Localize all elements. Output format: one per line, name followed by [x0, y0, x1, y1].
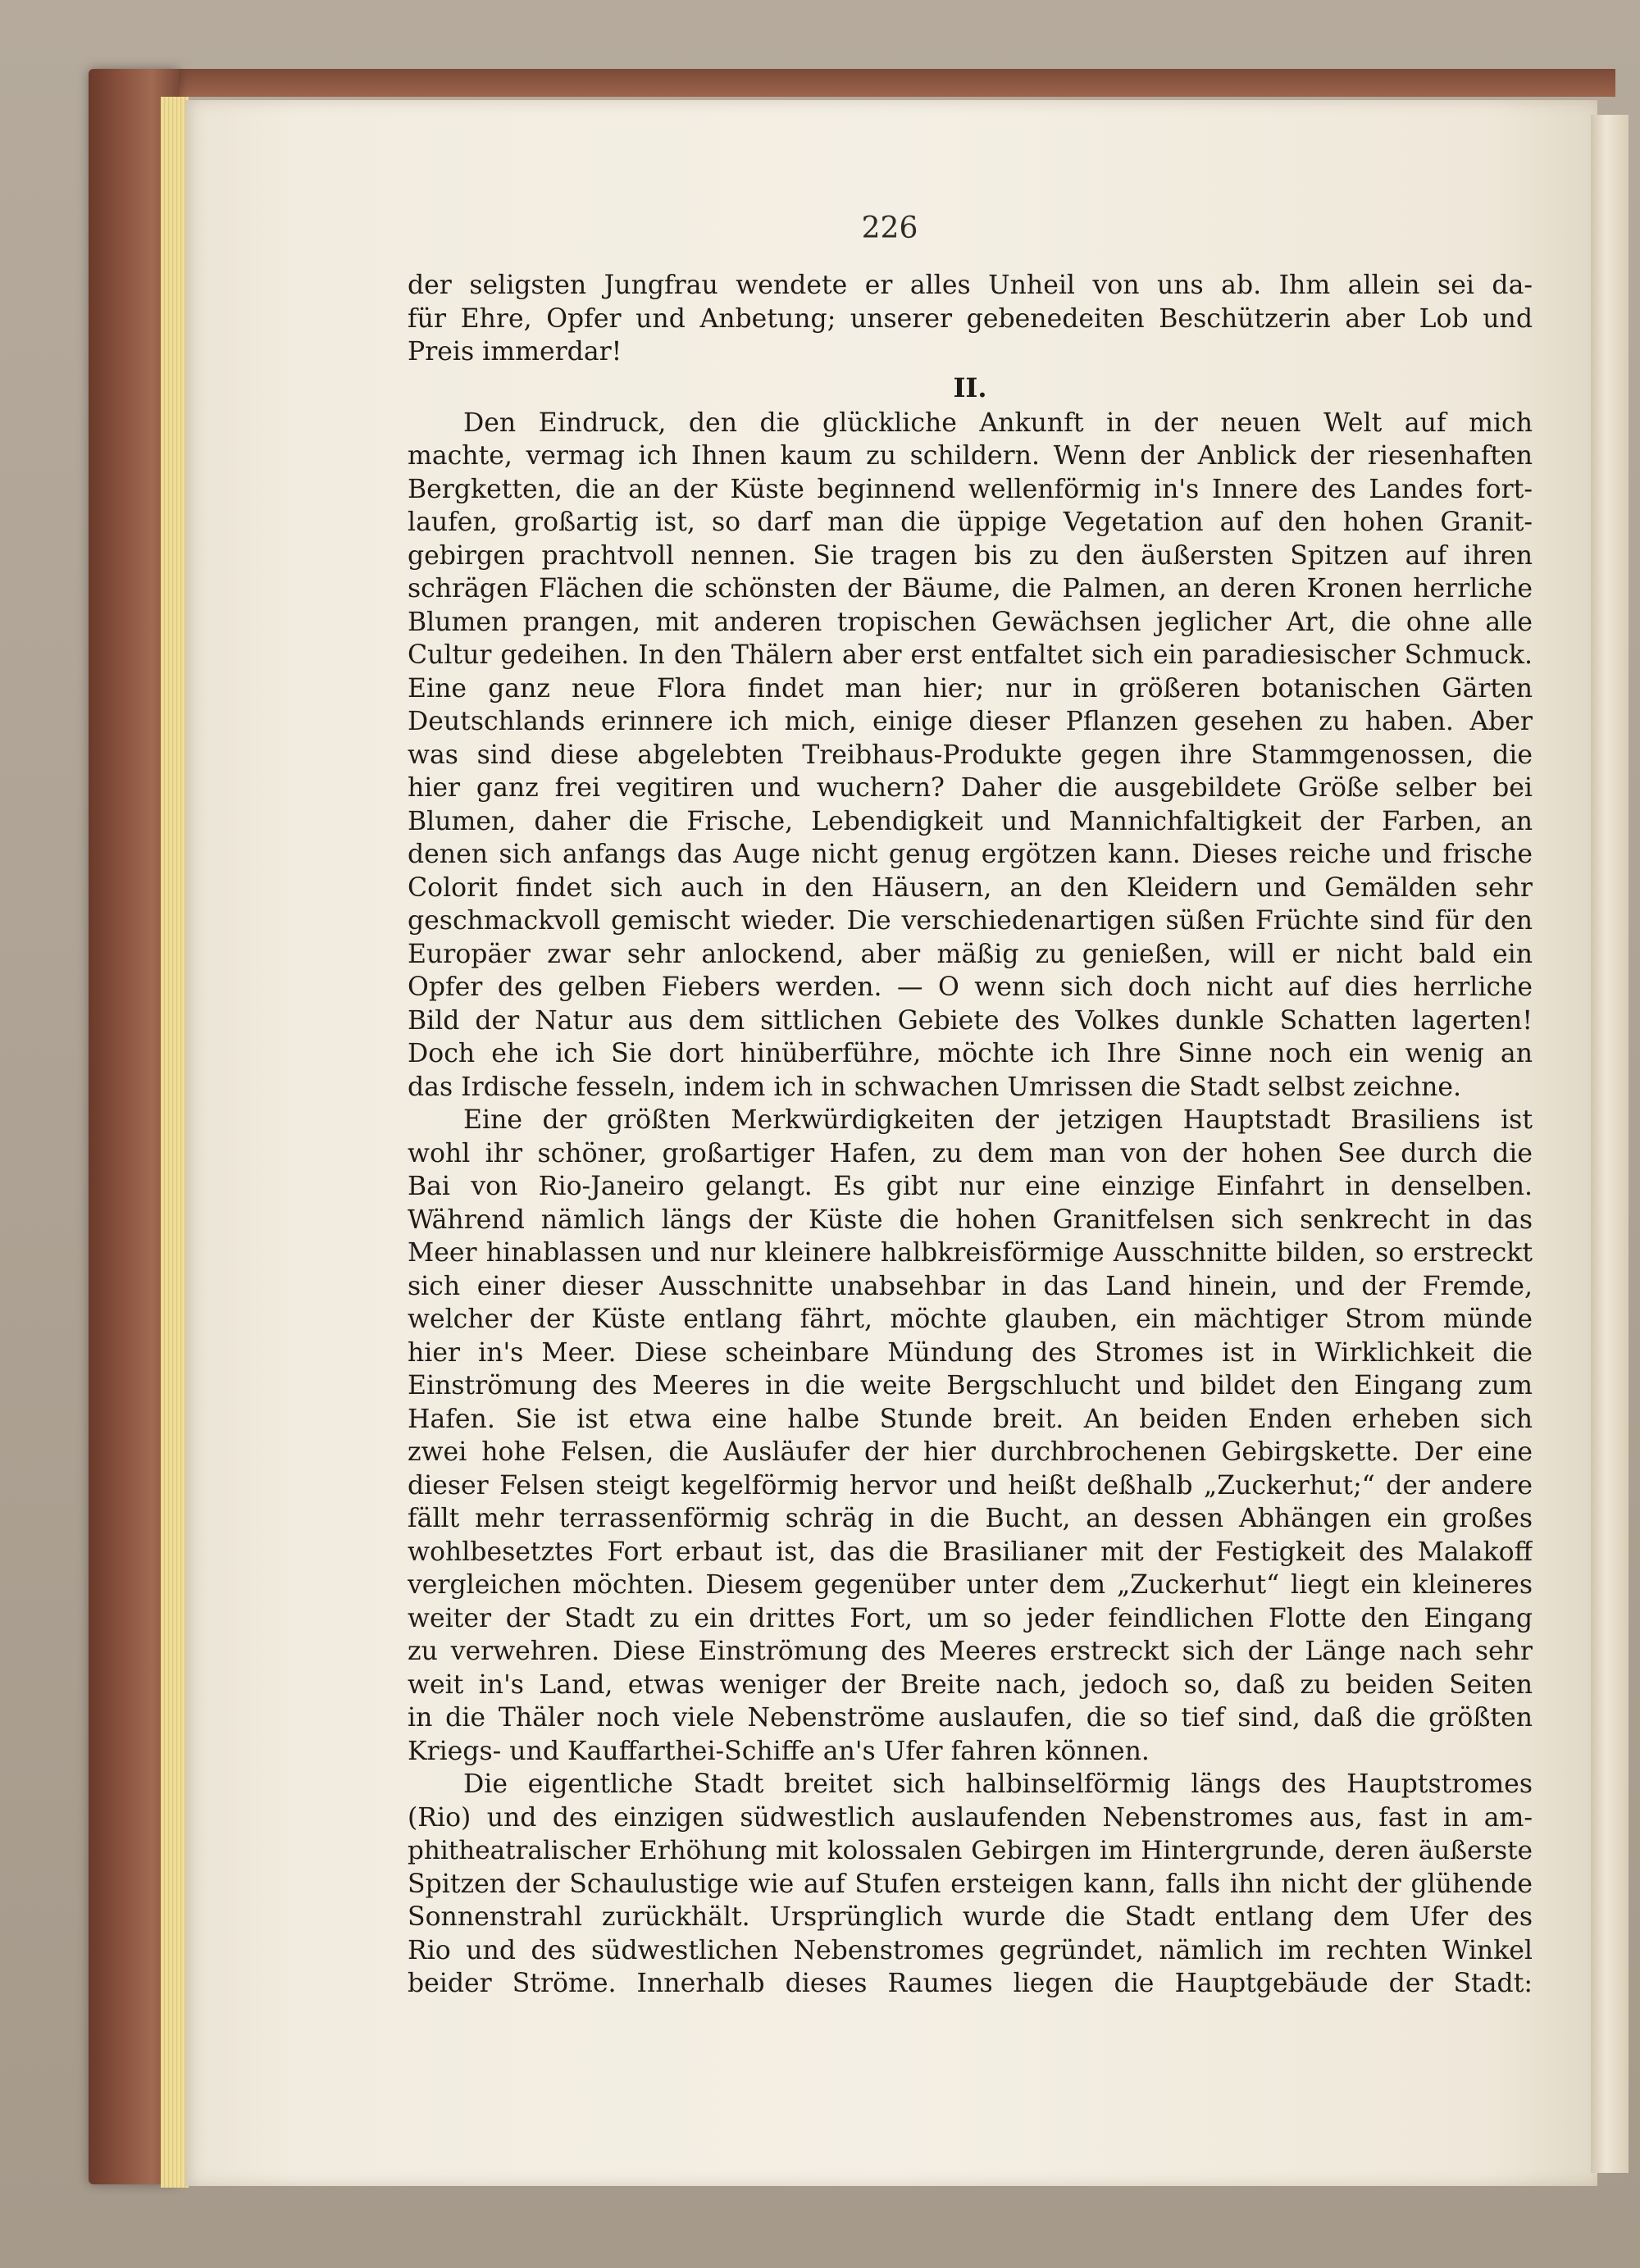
text-line: machte, vermag ich Ihnen kaum zu schildern. Wenn der Anblick der riesenhaften — [408, 441, 1533, 471]
text-line: gebirgen prachtvoll nennen. Sie tragen bis zu den äußersten Spitzen auf ihren — [408, 540, 1533, 571]
book-gutter — [1591, 115, 1629, 2173]
text-line: Blumen, daher die Frische, Lebendigkeit und Mannichfaltigkeit der Farben, an — [408, 806, 1533, 836]
text-line: (Rio) und des einzigen südwestlich auslaufenden Nebenstromes aus, fast in am- — [408, 1802, 1533, 1833]
text-line: der seligsten Jungfrau wendete er alles Unheil von uns ab. Ihm allein sei da- — [408, 271, 1533, 300]
text-line: Spitzen der Schaulustige wie auf Stufen ersteigen kann, falls ihn nicht der glühende — [408, 1869, 1533, 1899]
text-line: fällt mehr terrassenförmig schräg in die Bucht, an dessen Abhängen ein großes — [408, 1504, 1533, 1533]
text-line: Die eigentliche Stadt breitet sich halbinselförmig längs des Hauptstromes — [463, 1769, 1533, 1799]
text-line: Einströmung des Meeres in die weite Bergschlucht und bildet den Eingang zum — [408, 1371, 1533, 1400]
text-line: Blumen prangen, mit anderen tropischen Gewächsen jeglicher Art, die ohne alle — [408, 607, 1533, 637]
text-line: Bai von Rio-Janeiro gelangt. Es gibt nur eine einzige Einfahrt in denselben. — [408, 1172, 1533, 1201]
text-line: Rio und des südwestlichen Nebenstromes gegründet, nämlich im rechten Winkel — [408, 1935, 1533, 1965]
text-line: weit in's Land, etwas weniger der Breite nach, jedoch so, daß zu beiden Seiten — [408, 1669, 1533, 1700]
paragraph-1 — [408, 269, 1533, 369]
text-line: schrägen Flächen die schönsten der Bäume, die Palmen, an deren Kronen herrliche — [408, 574, 1533, 603]
text-line: wohl ihr schöner, großartiger Hafen, zu dem man von der hohen See durch die — [408, 1138, 1533, 1168]
text-line: Sonnenstrahl zurückhält. Ursprünglich wurde die Stadt entlang dem Ufer des — [408, 1902, 1533, 1932]
page-number: 226 — [861, 212, 918, 245]
text-line: Eine ganz neue Flora findet man hier; nur in größeren botanischen Gärten — [408, 673, 1533, 704]
text-line: hier ganz frei vegitiren und wuchern? Daher die ausgebildete Größe selber bei — [408, 773, 1533, 803]
text-line: vergleichen möchten. Diesem gegenüber unter dem „Zuckerhut“ liegt ein kleineres — [408, 1570, 1533, 1600]
text-line: dieser Felsen steigt kegelförmig hervor und heißt deßhalb „Zuckerhut;“ der andere — [408, 1470, 1533, 1501]
book-cover-top — [123, 69, 1615, 97]
paragraph-3 — [408, 1104, 1533, 1768]
text-line: Opfer des gelben Fiebers werden. — O wenn sich doch nicht auf dies herrliche — [408, 972, 1533, 1002]
text-line: laufen, großartig ist, so darf man die üppige Vegetation auf den hohen Granit- — [408, 508, 1533, 537]
text-line: zu verwehren. Diese Einströmung des Meeres erstreckt sich der Länge nach sehr — [408, 1637, 1533, 1666]
text-line: Meer hinablassen und nur kleinere halbkreisförmige Ausschnitte bilden, so erstreckt — [408, 1238, 1533, 1268]
text-line: phitheatralischer Erhöhung mit kolossalen Gebirgen im Hintergrunde, deren äußerste — [408, 1836, 1533, 1865]
text-line: Deutschlands erinnere ich mich, einige dieser Pflanzen gesehen zu haben. Aber — [408, 707, 1533, 736]
text-line: Bild der Natur aus dem sittlichen Gebiete des Volkes dunkle Schatten lagerten! — [408, 1005, 1533, 1036]
text-line: Eine der größten Merkwürdigkeiten der jetzigen Hauptstadt Brasiliens ist — [463, 1105, 1533, 1135]
text-line: Während nämlich längs der Küste die hohen Granitfelsen sich senkrecht in das — [408, 1205, 1533, 1235]
text-line: was sind diese abgelebten Treibhaus-Produkte gegen ihre Stammgenossen, die — [408, 740, 1533, 770]
text-line: zwei hohe Felsen, die Ausläufer der hier durchbrochenen Gebirgskette. Der eine — [408, 1437, 1533, 1467]
text-line: hier in's Meer. Diese scheinbare Mündung des Stromes ist in Wirklichkeit die — [408, 1337, 1533, 1368]
text-line: in die Thäler noch viele Nebenströme auslaufen, die so tief sind, daß die größten — [408, 1703, 1533, 1733]
text-line: Den Eindruck, den die glückliche Ankunft in der neuen Welt auf mich — [463, 408, 1533, 438]
text-line: Doch ehe ich Sie dort hinüberführe, möchte ich Ihre Sinne noch ein wenig an — [408, 1039, 1533, 1068]
page-edges — [161, 97, 189, 2188]
text-line: Europäer zwar sehr anlockend, aber mäßig zu genießen, will er nicht bald ein — [408, 939, 1533, 969]
text-line: das Irdische fesseln, indem ich in schwachen Umrissen die Stadt selbst zeichne. — [408, 1072, 1462, 1102]
paragraph-2 — [408, 407, 1533, 1104]
page-body — [408, 269, 1533, 2001]
section-heading: II. — [953, 371, 987, 403]
text-line: sich einer dieser Ausschnitte unabsehbar in das Land hinein, und der Fremde, — [408, 1271, 1533, 1301]
text-line: Hafen. Sie ist etwa eine halbe Stunde breit. An beiden Enden erheben sich — [408, 1404, 1533, 1434]
text-line: wohlbesetztes Fort erbaut ist, das die Brasilianer mit der Festigkeit des Malakoff — [408, 1537, 1533, 1567]
text-line: denen sich anfangs das Auge nicht genug ergötzen kann. Dieses reiche und frische — [408, 840, 1533, 869]
paragraph-4 — [408, 1768, 1533, 2001]
text-line: Kriegs- und Kauffarthei-Schiffe an's Ufer fahren können. — [408, 1736, 1150, 1766]
text-line: Colorit findet sich auch in den Häusern, an den Kleidern und Gemälden sehr — [408, 872, 1533, 903]
text-line: Cultur gedeihen. In den Thälern aber erst entfaltet sich ein paradiesischer Schmuck. — [408, 640, 1533, 670]
text-line: Bergketten, die an der Küste beginnend wellenförmig in's Innere des Landes fort- — [408, 474, 1533, 504]
text-line: welcher der Küste entlang fährt, möchte glauben, ein mächtiger Strom münde — [408, 1305, 1533, 1334]
text-line: geschmackvoll gemischt wieder. Die verschiedenartigen süßen Früchte sind für den — [408, 906, 1533, 936]
text-line: Preis immerdar! — [408, 337, 622, 367]
text-line: beider Ströme. Innerhalb dieses Raumes liegen die Hauptgebäude der Stadt: — [408, 1969, 1533, 1998]
text-line: weiter der Stadt zu ein drittes Fort, um so jeder feindlichen Flotte den Eingang — [408, 1603, 1533, 1633]
text-line: für Ehre, Opfer und Anbetung; unserer gebenedeiten Beschützerin aber Lob und — [408, 303, 1533, 334]
